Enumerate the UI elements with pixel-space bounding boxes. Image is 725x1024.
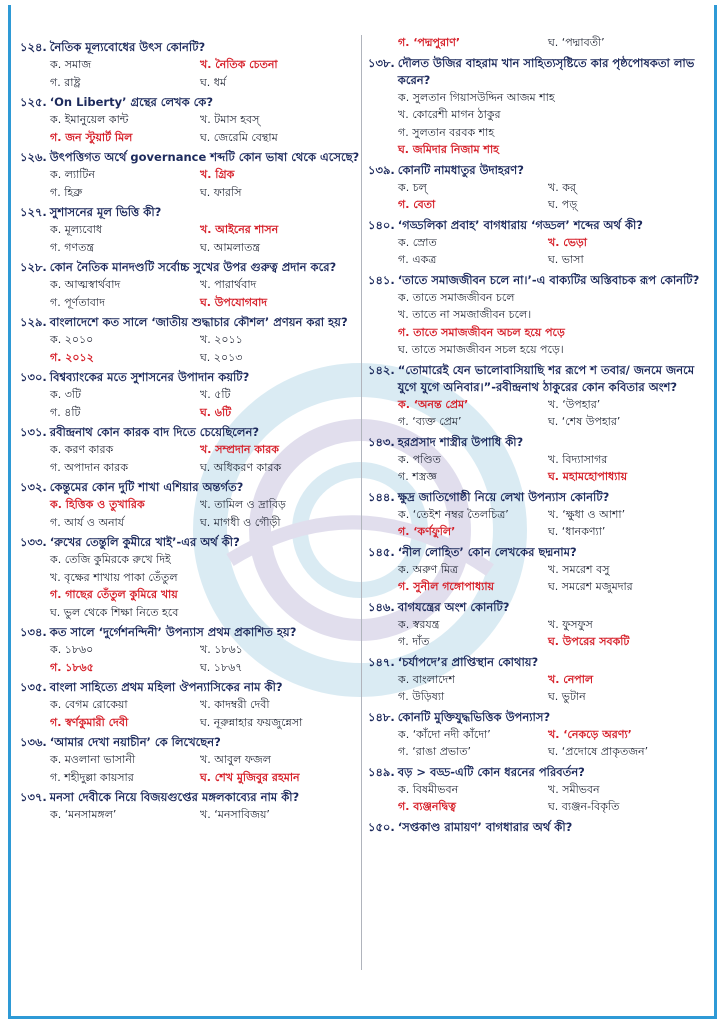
question: [368, 55, 712, 89]
question: [368, 162, 712, 179]
correct-option: খ. গ্রিক: [200, 168, 235, 181]
correct-option: খ. নেপাল: [548, 672, 594, 686]
option: ঘ. ১৮৬৭: [200, 660, 243, 674]
correct-option: গ. ১৮৬৫: [50, 660, 94, 674]
question: [20, 424, 364, 441]
option-group: [20, 221, 364, 256]
option: ঘ. ‘শেষ উপহার’: [548, 415, 621, 428]
option-group: [368, 234, 712, 269]
correct-option: গ. স্বর্ণকুমারী দেবী: [50, 715, 129, 729]
question: [20, 149, 364, 166]
option: খ. ‘মনসাবিজয়’: [200, 808, 270, 821]
correct-option: গ. জন স্টুয়ার্ট মিল: [50, 130, 133, 144]
correct-option: ঘ. শেখ মুজিবুর রহমান: [200, 770, 300, 784]
question: [368, 709, 712, 726]
question: [368, 544, 712, 561]
option: ক. তাতে সমাজজীবন চলে: [398, 290, 515, 304]
option: গ. দাঁত: [398, 635, 430, 648]
question: [368, 489, 712, 506]
option: ক. ‘মনসামঙ্গল’: [50, 808, 117, 821]
question-number: ১৪৮.: [368, 709, 395, 724]
option: খ. বৃক্ষের শাখায় পাকা তেঁতুল: [50, 570, 178, 584]
option: গ. সুলতান বরবক শাহ: [398, 125, 495, 139]
correct-option: ঘ. মহামহোপাধ্যায়: [548, 470, 628, 483]
question-text: ‘নীল লোহিত’ কোন লেখকের ছদ্মনাম?: [397, 544, 577, 559]
question: [368, 654, 712, 671]
option: ক. পণ্ডিত: [398, 452, 441, 466]
question-text: ‘রুখের তেন্তুলি কুমীরে খাই’-এর অর্থ কী?: [49, 535, 240, 549]
option: খ. টমাস হবস্: [200, 113, 260, 126]
option: গ. গণতন্ত্র: [50, 240, 94, 254]
option: ক. ‘তেইশ নম্বর তৈলচিত্র’: [398, 507, 509, 521]
correct-option: ঘ. জমিদার নিজাম শাহ: [398, 143, 499, 156]
option: গ. উড়িষ্যা: [398, 690, 445, 703]
question-text: ‘গড্ডলিকা প্রবাহ’ বাগধারায় ‘গড্ডল’ শব্দের অর্থ কী?: [397, 217, 643, 232]
option: ঘ. ‘প্রদোষে প্রাকৃতজন’: [548, 745, 649, 758]
option-group: [368, 396, 712, 431]
option: ক. মওলানা ভাসানী: [50, 753, 136, 766]
question: [20, 679, 364, 696]
option: খ. সমীভবন: [548, 782, 600, 796]
option: খ. ফুসফুস: [548, 617, 593, 631]
option: ঘ. ‘ধানকণ্যা’: [548, 525, 606, 538]
option-group: [20, 386, 364, 421]
correct-option: গ. সুনীল গঙ্গোপাধ্যায়: [398, 580, 495, 593]
question-number: ১২৫.: [20, 95, 47, 109]
question: [368, 599, 712, 616]
right-column: [368, 34, 712, 836]
question-text: ‘চর্যাপদে’র প্রাপ্তিস্থান কোথায়?: [397, 654, 539, 669]
option: খ. আবুল ফজল: [200, 753, 271, 766]
option: ক. ল্যাটিন: [50, 168, 95, 181]
option: ঘ. ফারসি: [200, 185, 242, 199]
question-number: ১৫০.: [368, 819, 395, 834]
option-group: [368, 289, 712, 359]
question: [20, 259, 364, 276]
option: গ. রাষ্ট্র: [50, 75, 81, 89]
option-group: [368, 34, 712, 52]
option: ক. ২০১০: [50, 333, 94, 346]
question-number: ১৩৩.: [20, 535, 47, 549]
question-text: ‘On Liberty’ গ্রন্থের লেখক কে?: [49, 95, 214, 109]
question: [20, 369, 364, 386]
option: গ. পূর্ণতাবাদ: [50, 295, 105, 309]
option-group: [20, 56, 364, 91]
option: ক. বেগম রোকেয়া: [50, 698, 128, 711]
question-text: কত সালে ‘দুর্গেশনন্দিনী’ উপন্যাস প্রথম প্রকাশিত হয়?: [49, 625, 297, 639]
option: গ. অপাদান কারক: [50, 460, 129, 474]
option: ক. ‘কাঁদো নদী কাঁদো’: [398, 727, 491, 741]
option: গ. ৪টি: [50, 405, 81, 419]
question-number: ১৩৪.: [20, 625, 47, 639]
option: ঘ. আমলাতন্ত্র: [200, 240, 261, 254]
question-number: ১৪৬.: [368, 599, 395, 614]
option: খ. কাদম্বরী দেবী: [200, 698, 270, 711]
option: খ. তামিল ও দ্রাবিড়: [200, 498, 286, 511]
correct-option: গ. ‘পদ্মপুরাণ’: [398, 36, 461, 49]
question-text: রবীন্দ্রনাথ কোন কারক বাদ দিতে চেয়েছিলেন?: [49, 425, 260, 439]
question-text: বাংলা সাহিত্যে প্রথম মহিলা ঔপন্যাসিকের নাম কী?: [49, 680, 283, 694]
correct-option: গ. গাছের তেঁতুল কুমিরে খায়: [50, 588, 178, 601]
question-text: ‘আমার দেখা নয়াচীন’ কে লিখেছেন?: [49, 735, 221, 749]
question: [368, 362, 712, 396]
question: [368, 217, 712, 234]
correct-option: খ. ভেড়া: [548, 235, 587, 249]
option: ক. বাংলাদেশ: [398, 672, 455, 686]
question-number: ১৪০.: [368, 217, 395, 232]
question-number: ১৪৫.: [368, 544, 395, 559]
option-group: [20, 331, 364, 366]
option: গ. একত্র: [398, 253, 437, 266]
option: খ. ১৮৬১: [200, 643, 243, 656]
question-number: ১৪৩.: [368, 434, 395, 449]
option: ক. অরুণ মিত্র: [398, 562, 459, 576]
option: ঘ. তাতে সমাজজীবন সচল হয়ে পড়ে।: [398, 343, 564, 356]
question-text: ‘তাতে সমাজজীবন চলে না।’-এ বাক্যটির অস্তিবাচক রূপ কোনটি?: [397, 272, 700, 287]
option: ক. ১৮৬০: [50, 643, 94, 656]
option: ক. মূল্যবোধ: [50, 223, 103, 236]
question: [20, 94, 364, 111]
question-number: ১২৬.: [20, 150, 47, 164]
correct-option: ক. ‘অনন্ত প্রেম’: [398, 397, 469, 411]
option-group: [20, 441, 364, 476]
option: খ. ‘ক্ষুধা ও আশা’: [548, 507, 626, 521]
question-number: ১২৮.: [20, 260, 47, 274]
question: [20, 534, 364, 551]
option: খ. তাতে না সমজাজীবন চলে।: [398, 308, 532, 321]
option-group: [20, 696, 364, 731]
question-text: নৈতিক মূল্যবোধের উৎস কোনটি?: [49, 40, 206, 54]
option: ঘ. ধর্ম: [200, 75, 227, 89]
correct-option: ঘ. ৬টি: [200, 405, 232, 419]
option: গ. শহীদুল্লা কায়সার: [50, 770, 134, 784]
option: খ. ৫টি: [200, 388, 231, 401]
question: [20, 789, 364, 806]
option: ঘ. নূরুন্নাহার ফয়জুন্নেসা: [200, 715, 303, 729]
question-number: ১৪৪.: [368, 489, 395, 504]
question-number: ১৪৭.: [368, 654, 395, 669]
option-group: [368, 781, 712, 816]
option-group: [20, 641, 364, 676]
option: ক. চল্: [398, 180, 427, 194]
option-group: [368, 89, 712, 159]
option: গ. শস্ত্রজ্ঞ: [398, 470, 437, 483]
question-text: কোনটি মুক্তিযুদ্ধভিত্তিক উপন্যাস?: [397, 709, 551, 724]
question: [20, 624, 364, 641]
question-number: ১২৭.: [20, 205, 47, 219]
option: ক. ৩টি: [50, 388, 81, 401]
option: গ. ‘রাঙা প্রভাত’: [398, 745, 472, 758]
option-group: [20, 551, 364, 621]
option: খ. কোরেশী মাগন ঠাকুর: [398, 108, 501, 121]
question-text: ক্ষুদ্র জাতিগোষ্ঠী নিয়ে লেখা উপন্যাস কোনটি?: [397, 489, 610, 504]
option-group: [20, 751, 364, 786]
question-number: ১৪২.: [368, 362, 395, 377]
question-text: হরপ্রসাদ শাস্ত্রীর উপাধি কী?: [397, 434, 524, 449]
correct-option: গ. বেতা: [398, 198, 436, 211]
question-text: বড় > বড্ড-এটি কোন ধরনের পরিবর্তন?: [397, 764, 585, 779]
option: গ. আর্য ও অনার্য: [50, 515, 125, 529]
option: ক. তেজি কুমিরকে রুখে দিই: [50, 553, 171, 566]
question-text: সুশাসনের মূল ভিত্তি কী?: [49, 205, 162, 219]
option: ঘ. মাগধী ও গৌড়ী: [200, 515, 281, 529]
question: [20, 39, 364, 56]
option-group: [20, 111, 364, 146]
option: ঘ. ‘পদ্মাবতী’: [548, 36, 605, 49]
question-text: মনসা দেবীকে নিয়ে বিজয়গুপ্তের মঙ্গলকাব্যের নাম কী?: [49, 790, 300, 804]
question-number: ১২৪.: [20, 40, 47, 54]
question-number: ১৩২.: [20, 480, 47, 494]
correct-option: গ. ‘কর্ণফুলি’: [398, 525, 456, 538]
option-group: [368, 726, 712, 761]
option-group: [20, 496, 364, 531]
option: ক. স্রোত: [398, 235, 437, 249]
correct-option: ঘ. উপযোগবাদ: [200, 295, 268, 309]
correct-option: গ. ২০১২: [50, 350, 94, 364]
option-group: [368, 179, 712, 214]
option: ঘ. ২০১৩: [200, 350, 243, 364]
question: [20, 734, 364, 751]
option: খ. কর্: [548, 180, 576, 194]
question-text: বাগযন্ত্রের অংশ কোনটি?: [397, 599, 510, 614]
question-text: “তোমারেই যেন ভালোবাসিয়াছি শর রূপে শ তবার/ জনমে জনমে যুগে যুগে অনিবার।”-রবীন্দ্রনাথ ঠাকুরের কোন কবিতার অংশ?: [397, 362, 695, 394]
option: ঘ. অধিকরণ কারক: [200, 460, 282, 474]
option-group: [20, 166, 364, 201]
correct-option: খ. ‘নেকড়ে অরণ্য’: [548, 727, 632, 741]
option: ঘ. সমরেশ মজুমদার: [548, 580, 633, 593]
question-text: কোন নৈতিক মানদণ্ডটি সর্বোচ্চ সুখের উপর গুরুত্ব প্রদান করে?: [49, 260, 337, 274]
option: ঘ. ভাসা: [548, 253, 584, 266]
option: ক. বিষমীভবন: [398, 782, 459, 796]
option-group: [20, 276, 364, 311]
question: [368, 272, 712, 289]
correct-option: খ. সম্প্রদান কারক: [200, 443, 279, 456]
option: ঘ. জেরেমি বেন্থাম: [200, 130, 278, 144]
option-group: [368, 451, 712, 486]
option-group: [368, 671, 712, 706]
question-number: ১৩১.: [20, 425, 47, 439]
option: ঘ. ভুটান: [548, 690, 586, 703]
option: ক. আত্মস্বার্থবাদ: [50, 278, 121, 291]
question: [20, 314, 364, 331]
question-text: বিশ্বব্যাংকের মতে সুশাসনের উপাদান কয়টি?: [49, 370, 250, 384]
question: [368, 764, 712, 781]
question-number: ১৪১.: [368, 272, 395, 287]
correct-option: ক. হিত্তিক ও তুখারিক: [50, 498, 145, 511]
left-column: [20, 36, 364, 824]
option: ক. ইমানুয়েল কান্ট: [50, 113, 129, 126]
question: [20, 479, 364, 496]
question-number: ১৩৫.: [20, 680, 47, 694]
option: ঘ. ব্যঞ্জন-বিকৃতি: [548, 800, 620, 813]
option: খ. ‘উপহার’: [548, 397, 601, 411]
option: খ. পারার্থবাদ: [200, 278, 257, 291]
correct-option: গ. ব্যঞ্জনদ্বিত্ব: [398, 800, 457, 813]
question-text: কোনটি নামধাতুর উদাহরণ?: [397, 162, 524, 177]
correct-option: খ. নৈতিক চেতনা: [200, 58, 278, 71]
question-number: ১২৯.: [20, 315, 47, 329]
correct-option: গ. তাতে সমাজজীবন অচল হয়ে পড়ে: [398, 325, 565, 339]
question: [368, 819, 712, 836]
correct-option: ঘ. উপরের সবকটি: [548, 635, 630, 648]
question-number: ১৪৯.: [368, 764, 395, 779]
option-group: [368, 561, 712, 596]
option: ক. সমাজ: [50, 58, 92, 71]
option-group: [20, 806, 364, 824]
correct-option: খ. আইনের শাসন: [200, 223, 279, 236]
option: খ. সমরেশ বসু: [548, 562, 610, 576]
question-number: ১৩৮.: [368, 55, 395, 70]
question-text: বাংলাদেশে কত সালে ‘জাতীয় শুদ্ধাচার কৌশল’ প্রণয়ন করা হয়?: [49, 315, 348, 329]
option: ঘ. ভুল থেকে শিক্ষা নিতে হবে: [50, 605, 179, 619]
question: [20, 204, 364, 221]
question-text: কেন্তুমের কোন দুটি শাখা এশিয়ার অন্তর্গত?: [49, 480, 244, 494]
question-number: ১৩৯.: [368, 162, 395, 177]
option: ক. সুলতান গিয়াসউদ্দিন আজম শাহ: [398, 90, 555, 104]
question-number: ১৩৭.: [20, 790, 47, 804]
option: খ. ২০১১: [200, 333, 243, 346]
option: গ. হিব্রু: [50, 185, 83, 199]
option: খ. বিদ্যাসাগর: [548, 452, 608, 466]
question-number: ১৩০.: [20, 370, 47, 384]
question-number: ১৩৬.: [20, 735, 47, 749]
option: ঘ. পড়্: [548, 198, 578, 211]
question-text: ‘সপ্তকাণ্ড রামায়ণ’ বাগধারার অর্থ কী?: [397, 819, 573, 834]
option: ক. স্বরযন্ত্র: [398, 617, 440, 631]
option: গ. ‘ব্যক্ত প্রেম’: [398, 415, 462, 428]
question-text: উৎপত্তিগত অর্থে governance শব্দটি কোন ভাষা থেকে এসেছে?: [49, 150, 360, 164]
question-text: দৌলত উজির বাহরাম খান সাহিত্যসৃষ্টিতে কার পৃষ্ঠপোষকতা লাভ করেন?: [397, 55, 695, 87]
question: [368, 434, 712, 451]
option-group: [368, 616, 712, 651]
option-group: [368, 506, 712, 541]
option: ক. করণ কারক: [50, 443, 114, 456]
